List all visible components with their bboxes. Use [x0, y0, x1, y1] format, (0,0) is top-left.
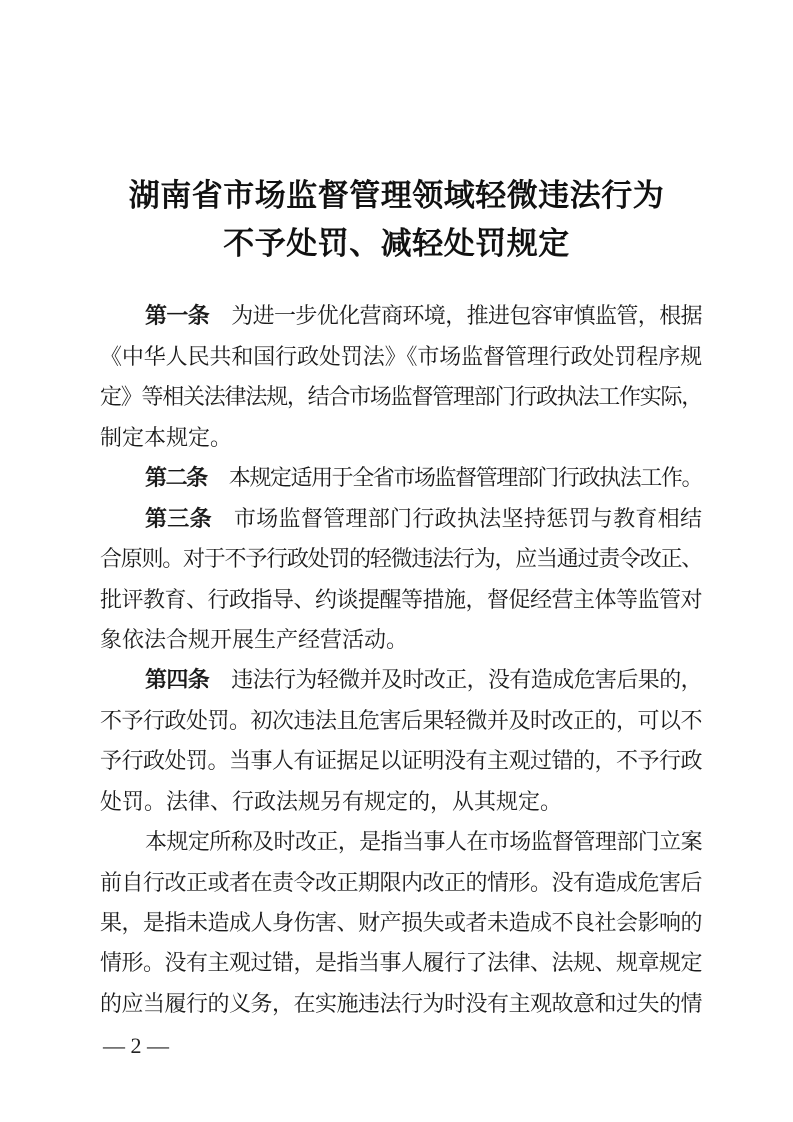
paragraph-line-1: 本规定所称及时改正，是指当事人在市场监督管理部门立案 — [145, 830, 702, 855]
article-1-line-1 — [145, 302, 702, 332]
article-text: 本规定适用于全省市场监督管理部门行政执法工作。 — [228, 466, 703, 491]
paragraph-line-4: 情形。没有主观过错，是指当事人履行了法律、法规、规章规定 — [100, 951, 702, 976]
article-3-line-3: 批评教育、行政指导、约谈提醒等措施，督促经营主体等监管对 — [100, 588, 702, 613]
article-2-line-1 — [145, 464, 702, 494]
article-heading: 第四条 — [145, 668, 210, 693]
article-heading: 第二条 — [145, 466, 207, 491]
article-4-line-3: 予行政处罚。当事人有证据足以证明没有主观过错的，不予行政 — [100, 749, 702, 774]
article-3-line-2: 合原则。对于不予行政处罚的轻微违法行为，应当通过责令改正、 — [100, 547, 702, 572]
page-number: — 2 — — [103, 1033, 169, 1058]
paragraph-line-2: 前自行改正或者在责令改正期限内改正的情形。没有造成危害后 — [100, 871, 702, 896]
article-3-line-1 — [145, 505, 702, 535]
article-1-line-3: 定》等相关法律法规，结合市场监督管理部门行政执法工作实际， — [100, 385, 702, 410]
article-heading: 第三条 — [145, 507, 212, 532]
article-4-line-1 — [145, 666, 702, 696]
paragraph-line-5: 的应当履行的义务，在实施违法行为时没有主观故意和过失的情 — [100, 992, 702, 1017]
article-3-line-4: 象依法合规开展生产经营活动。 — [100, 628, 409, 653]
article-heading: 第一条 — [145, 304, 210, 329]
article-1-line-4: 制定本规定。 — [100, 426, 233, 451]
article-text: 违法行为轻微并及时改正，没有造成危害后果的， — [231, 668, 702, 693]
article-4-line-2: 不予行政处罚。初次违法且危害后果轻微并及时改正的，可以不 — [100, 709, 702, 734]
article-text: 市场监督管理部门行政执法坚持惩罚与教育相结 — [233, 507, 702, 532]
article-4-line-4: 处罚。法律、行政法规另有规定的，从其规定。 — [100, 790, 563, 815]
paragraph-line-3: 果，是指未造成人身伤害、财产损失或者未造成不良社会影响的 — [100, 911, 702, 936]
document-title-line-1: 湖南省市场监督管理领域轻微违法行为 — [128, 178, 665, 214]
document-title-line-2: 不予处罚、减轻处罚规定 — [223, 226, 570, 262]
article-1-line-2: 《中华人民共和国行政处罚法》《市场监督管理行政处罚程序规 — [100, 345, 702, 370]
article-text: 为进一步优化营商环境，推进包容审慎监管，根据 — [231, 304, 702, 329]
